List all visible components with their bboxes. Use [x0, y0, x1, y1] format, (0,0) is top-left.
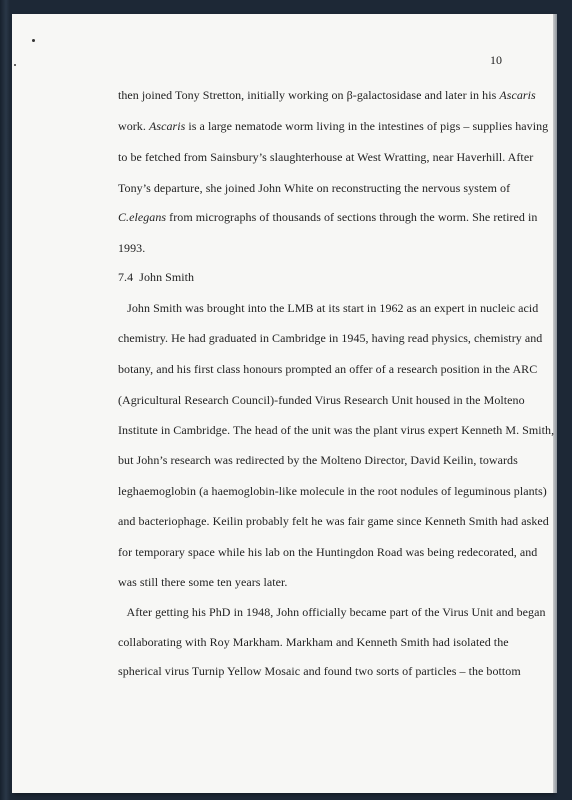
text-line [118, 119, 548, 134]
italic-text: Ascaris [148, 119, 186, 133]
text-line: was still there some ten years later. [118, 575, 288, 589]
page-edge-shadow [553, 14, 557, 793]
text-line: leghaemoglobin (a haemoglobin-like molecule in the root nodules of leguminous plants) [118, 484, 547, 498]
text-line: and bacteriophage. Keilin probably felt he was fair game since Kenneth Smith had asked [118, 514, 549, 528]
text-line: 1993. [118, 241, 146, 255]
text-span: is a large nematode worm living in the intestines of pigs – supplies having [185, 119, 549, 133]
dust-speck [32, 39, 35, 42]
text-line: Institute in Cambridge. The head of the unit was the plant virus expert Kenneth M. Smith, [118, 423, 555, 437]
text-span: from micrographs of thousands of sections through the worm. She retired in [166, 210, 538, 224]
page-number: 10 [490, 53, 502, 67]
dust-speck [14, 64, 16, 66]
text-line: to be fetched from Sainsbury’s slaughterhouse at West Wratting, near Haverhill. After [118, 150, 534, 164]
text-span: work. [118, 119, 149, 133]
text-line: collaborating with Roy Markham. Markham and Kenneth Smith had isolated the [118, 635, 509, 649]
text-span: then joined Tony Stretton, initially working on β-galactosidase and later in his [118, 88, 500, 102]
text-line: After getting his PhD in 1948, John officially became part of the Virus Unit and began [118, 605, 546, 619]
section-heading: 7.4 John Smith [118, 270, 195, 284]
text-line [118, 210, 537, 225]
text-line: chemistry. He had graduated in Cambridge in 1945, having read physics, chemistry and [118, 331, 543, 345]
text-line: botany, and his first class honours prompted an offer of a research position in the ARC [118, 362, 538, 376]
text-line: spherical virus Turnip Yellow Mosaic and found two sorts of particles – the bottom [118, 664, 521, 678]
text-line: (Agricultural Research Council)-funded Virus Research Unit housed in the Molteno [118, 393, 525, 407]
text-line: but John’s research was redirected by the Molteno Director, David Keilin, towards [118, 453, 518, 467]
text-line [118, 88, 536, 103]
italic-text: C.elegans [118, 210, 167, 224]
text-line: for temporary space while his lab on the Huntingdon Road was being redecorated, and [118, 545, 538, 559]
italic-text: Ascaris [499, 88, 536, 102]
text-line: John Smith was brought into the LMB at its start in 1962 as an expert in nucleic acid [118, 301, 539, 315]
text-line: Tony’s departure, she joined John White on reconstructing the nervous system of [118, 181, 511, 195]
